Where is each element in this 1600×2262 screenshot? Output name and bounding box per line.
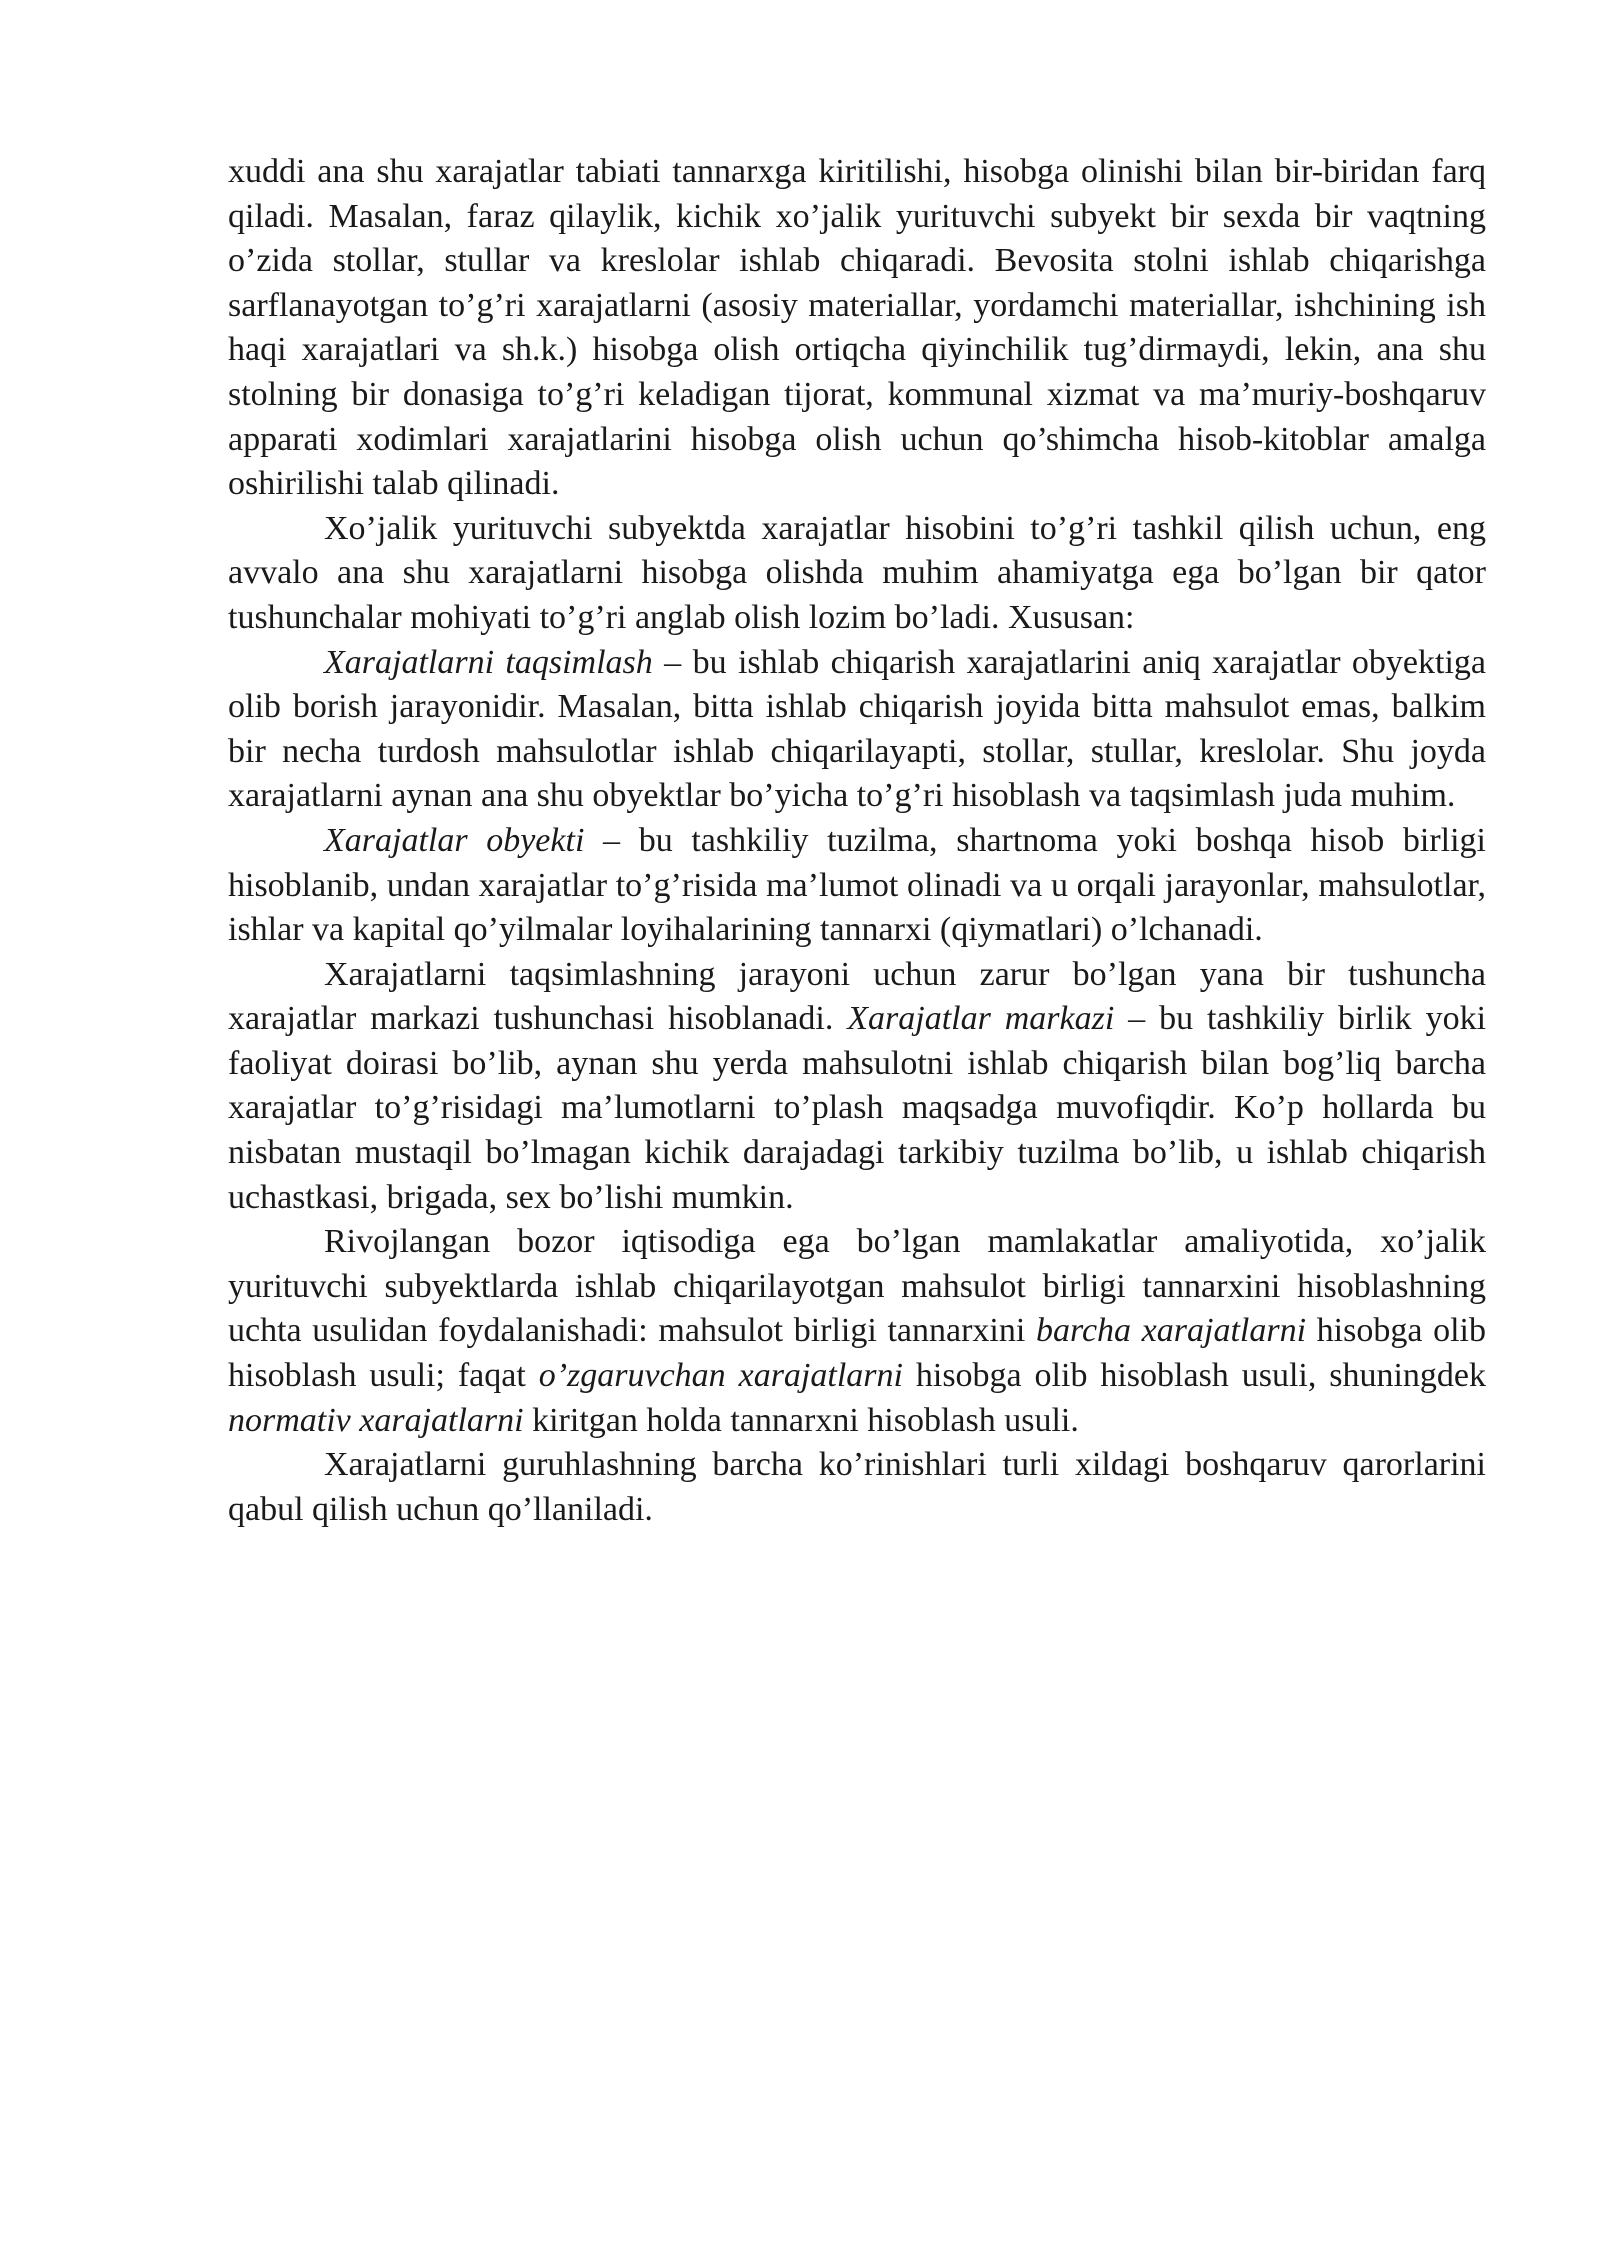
paragraph (228, 1220, 1486, 1443)
italic-term: Xarajatlarni taqsimlash (324, 643, 653, 681)
paragraph-text: xuddi ana shu xarajatlar tabiati tannarxga kiritilishi, hisobga olinishi bilan bir-biridan farq qiladi. Masalan, faraz qilaylik, kichik xo’jalik yurituvchi subyekt bir sexda bir vaqtning o’zida stollar, stullar va kreslolar ishlab chiqaradi. Bevosita stolni ishlab chiqarishga sarflanayotgan to’g’ri xarajatlarni (asosiy materiallar, yordamchi materiallar, ishchining ish haqi xarajatlari va sh.k.) hisobga olish ortiqcha qiyinchilik tug’dirmaydi, lekin, ana shu stolning bir donasiga to’g’ri keladigan tijorat, kommunal xizmat va ma’muriy-boshqaruv apparati xodimlari xarajatlarini hisobga olish uchun qo’shimcha hisob-kitoblar amalga oshirilishi talab qilinadi. (228, 153, 1486, 503)
paragraph-text: Rivojlangan bozor iqtisodiga ega bo’lgan mamlakatlar amaliyotida, xo’jalik yurituvchi subyektlarda ishlab chiqarilayotgan mahsulot birligi tannarxini hisoblashning uchta usulidan foydalanishadi: mahsulot birligi tannarxini (228, 1223, 1486, 1350)
paragraph-text: hisobga olib hisoblash usuli, shuningdek (902, 1357, 1487, 1395)
italic-term: o’zgaruvchan xarajatlarni (538, 1357, 903, 1395)
paragraph-text: – bu tashkiliy tuzilma, shartnoma yoki boshqa hisob birligi hisoblanib, undan xarajatlar to’g’risida ma’lumot olinadi va u orqali jarayonlar, mahsulotlar, ishlar va kapital qo’yilmalar loyihalarining tannarxi (qiymatlari) o’lchanadi. (228, 821, 1486, 949)
italic-term: barcha xarajatlarni (1035, 1312, 1307, 1350)
italic-term: normativ xarajatlarni (228, 1401, 524, 1439)
paragraph (228, 953, 1486, 1221)
paragraph-text: Xarajatlarni taqsimlashning jarayoni uchun zarur bo’lgan yana bir tushuncha xarajatlar markazi tushunchasi hisoblanadi. (228, 955, 1486, 1038)
paragraph (228, 1443, 1486, 1532)
paragraph (228, 641, 1486, 819)
paragraph-text: – bu ishlab chiqarish xarajatlarini aniq xarajatlar obyektiga olib borish jarayonidir. Masalan, bitta ishlab chiqarish joyida bitta mahsulot emas, balkim bir necha turdosh mahsulotlar ishlab chiqarilayapti, stollar, stullar, kreslolar. Shu joyda xarajatlarni aynan ana shu obyektlar bo’yicha to’g’ri hisoblash va taqsimlash juda muhim. (228, 643, 1487, 815)
paragraph (228, 819, 1486, 953)
document-body (228, 150, 1486, 1532)
paragraph-text: – bu tashkiliy birlik yoki faoliyat doirasi bo’lib, aynan shu yerda mahsulotni ishlab chiqarish bilan bog’liq barcha xarajatlar to’g’risidagi ma’lumotlarni to’plash maqsadga muvofiqdir. Ko’p hollarda bu nisbatan mustaqil bo’lmagan kichik darajadagi tarkibiy tuzilma bo’lib, u ishlab chiqarish uchastkasi, brigada, sex bo’lishi mumkin. (228, 1000, 1487, 1216)
paragraph (228, 507, 1486, 641)
paragraph (228, 150, 1486, 507)
paragraph-text: Xo’jalik yurituvchi subyektda xarajatlar hisobini to’g’ri tashkil qilish uchun, eng avvalo ana shu xarajatlarni hisobga olishda muhim ahamiyatga ega bo’lgan bir qator tushunchalar mohiyati to’g’ri anglab olish lozim bo’ladi. Xususan: (228, 509, 1486, 636)
paragraph-text: hisobga olib hisoblash usuli; faqat (228, 1312, 1486, 1395)
italic-term: Xarajatlar markazi (847, 1000, 1115, 1038)
italic-term: Xarajatlar obyekti (324, 821, 585, 859)
paragraph-text: Xarajatlarni guruhlashning barcha ko’rinishlari turli xildagi boshqaruv qarorlarini qabul qilish uchun qo’llaniladi. (228, 1446, 1486, 1528)
paragraph-text: kiritgan holda tannarxni hisoblash usuli. (523, 1401, 1079, 1439)
